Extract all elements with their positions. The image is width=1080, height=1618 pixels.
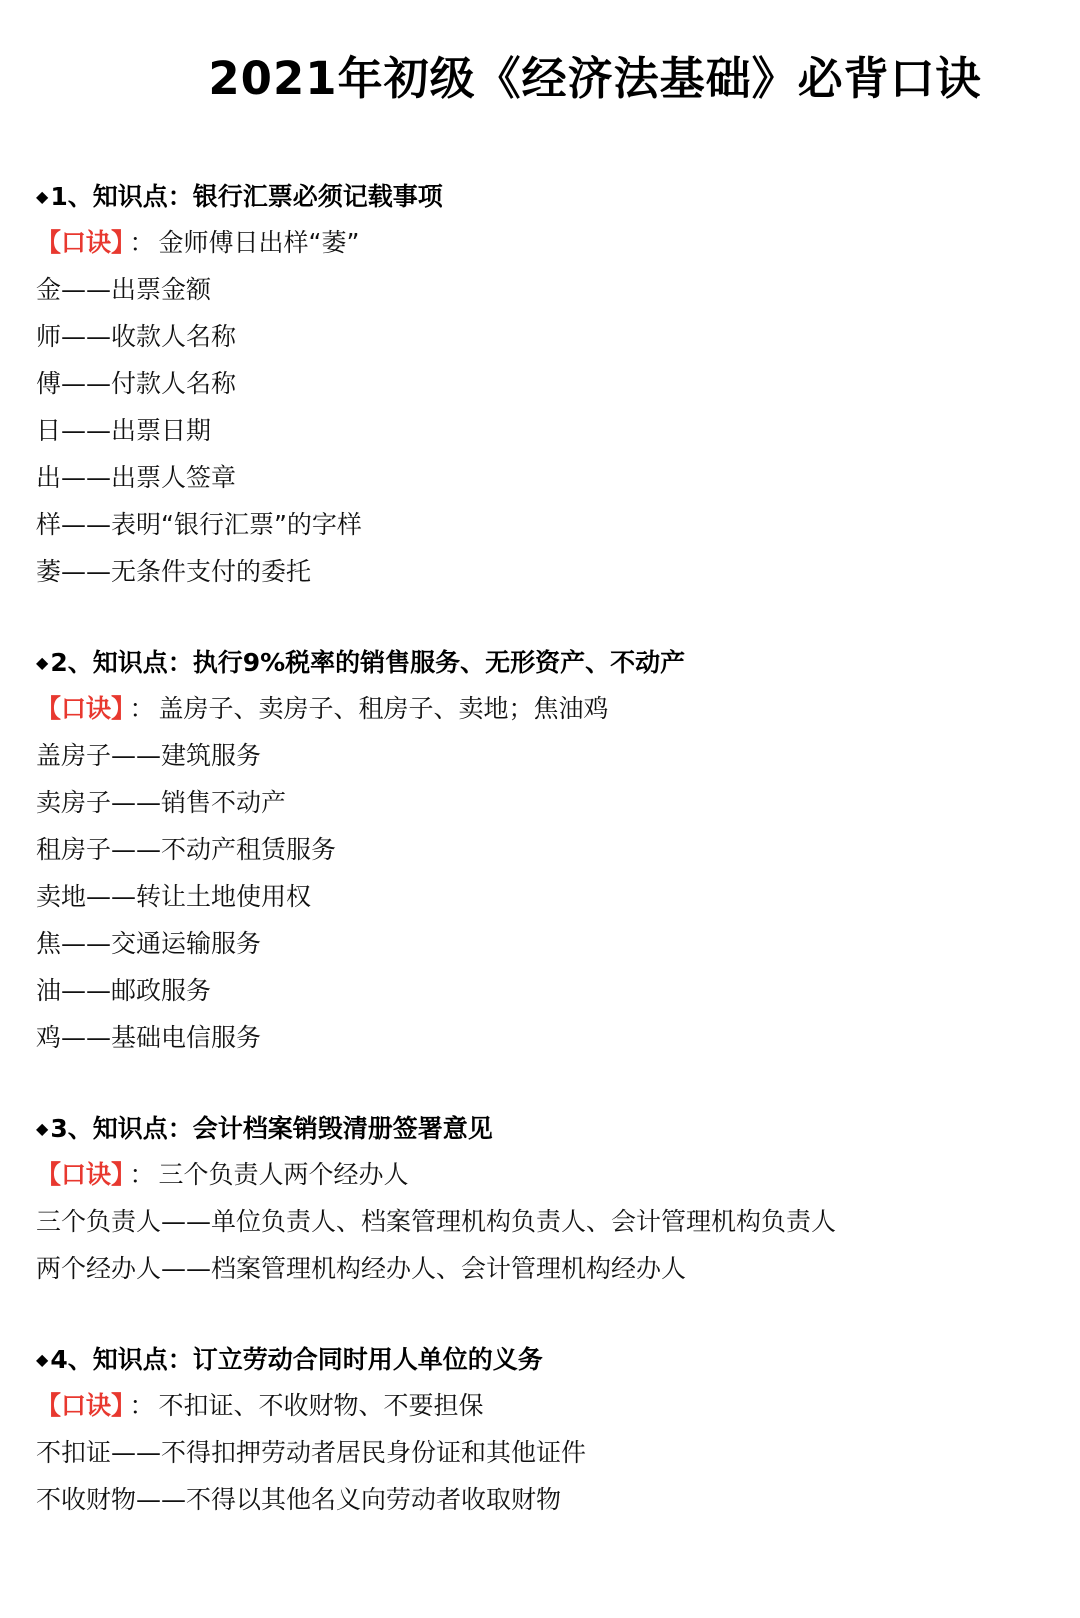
explanation-line: 不收财物——不得以其他名义向劳动者收取财物 [36,1485,562,1514]
explanation-line: 不扣证——不得扣押劳动者居民身份证和其他证件 [36,1438,587,1467]
koujue-label: 【口诀】 [36,1160,124,1189]
koujue-text: 三个负责人两个经办人 [158,1160,409,1189]
explanation-line: 盖房子——建筑服务 [36,741,262,770]
explanation-line: 油——邮政服务 [36,976,212,1005]
section-heading [36,1107,1060,1151]
koujue-label: 【口诀】 [36,694,124,723]
section-heading [36,175,1060,219]
explanation-line: 两个经办人——档案管理机构经办人、会计管理机构经办人 [36,1254,687,1283]
section-heading-text: 3、知识点：会计档案销毁清册签署意见 [50,1114,493,1143]
koujue-label: 【口诀】 [36,1391,124,1420]
explanation-line: 卖房子——销售不动产 [36,788,287,817]
explanation-line: 萎——无条件支付的委托 [36,557,312,586]
koujue-separator: ： [129,1160,155,1189]
section-heading [36,641,1060,685]
explanation-line: 日——出票日期 [36,416,212,445]
section-heading-text: 4、知识点：订立劳动合同时用人单位的义务 [50,1345,543,1374]
explanation-line: 金——出票金额 [36,275,212,304]
koujue-line [36,219,1060,266]
koujue-separator: ： [129,694,155,723]
explanation-line: 焦——交通运输服务 [36,929,262,958]
explanation-line: 出——出票人签章 [36,463,237,492]
section-3 [36,1107,1060,1292]
explanation-line: 租房子——不动产租赁服务 [36,835,337,864]
koujue-text: 金师傅日出样“萎” [158,228,360,257]
document-body [36,175,1060,1569]
explanation-line: 傅——付款人名称 [36,369,237,398]
diamond-bullet-icon: ◆ [36,187,49,206]
section-heading-text: 2、知识点：执行9%税率的销售服务、无形资产、不动产 [50,648,686,677]
koujue-separator: ： [129,1391,155,1420]
koujue-line [36,685,1060,732]
diamond-bullet-icon: ◆ [36,1119,49,1138]
explanation-line: 鸡——基础电信服务 [36,1023,262,1052]
section-2 [36,641,1060,1061]
diamond-bullet-icon: ◆ [36,1350,49,1369]
koujue-text: 盖房子、卖房子、租房子、卖地；焦油鸡 [158,694,609,723]
section-heading-text: 1、知识点：银行汇票必须记载事项 [50,182,443,211]
document-title: 2021年初级《经济法基础》必背口诀 [208,52,982,105]
explanation-line: 三个负责人——单位负责人、档案管理机构负责人、会计管理机构负责人 [36,1207,837,1236]
koujue-separator: ： [129,228,155,257]
section-4 [36,1338,1060,1523]
explanation-line: 样——表明“银行汇票”的字样 [36,510,362,539]
diamond-bullet-icon: ◆ [36,653,49,672]
section-heading [36,1338,1060,1382]
koujue-text: 不扣证、不收财物、不要担保 [158,1391,484,1420]
explanation-line: 师——收款人名称 [36,322,237,351]
section-1 [36,175,1060,595]
explanation-line: 卖地——转让土地使用权 [36,882,312,911]
koujue-line [36,1382,1060,1429]
koujue-label: 【口诀】 [36,228,124,257]
koujue-line [36,1151,1060,1198]
